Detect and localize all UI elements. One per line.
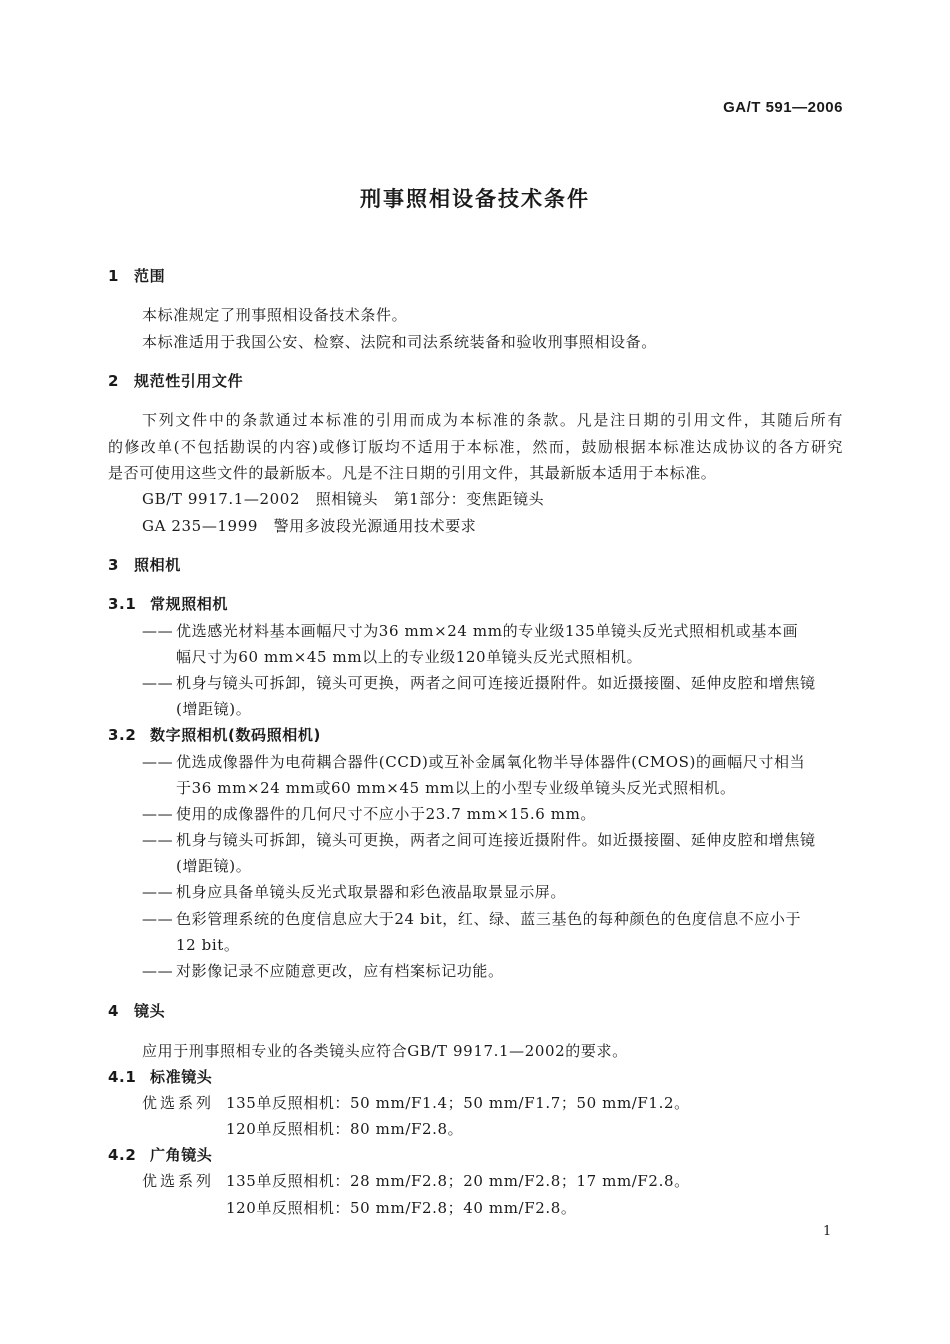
paragraph-line: 下列文件中的条款通过本标准的引用而成为本标准的条款。凡是注日期的引用文件，其随后所有	[142, 411, 843, 429]
list-item: —— 优选成像器件为电荷耦合器件(CCD)或互补金属氧化物半导体器件(CMOS)的画幅尺寸相当	[142, 753, 806, 771]
dash-bullet: ——	[142, 674, 174, 692]
section-title: 范围	[134, 267, 166, 285]
section-title: 照相机	[134, 556, 181, 574]
subsection-4-1-heading	[108, 1067, 212, 1087]
dash-bullet: ——	[142, 883, 174, 901]
list-item-continuation: 12 bit。	[176, 936, 240, 954]
section-4-heading	[108, 1001, 165, 1021]
subsection-3-2-heading	[108, 725, 321, 745]
dash-bullet: ——	[142, 805, 174, 823]
list-item-continuation: (增距镜)。	[176, 700, 252, 718]
list-item: —— 使用的成像器件的几何尺寸不应小于23.7 mm×15.6 mm。	[142, 805, 596, 823]
lens-series-row: 优选系列 135单反照相机：50 mm/F1.4；50 mm/F1.7；50 mm/F1.2。	[142, 1094, 690, 1112]
list-item-continuation: 幅尺寸为60 mm×45 mm以上的专业级120单镜头反光式照相机。	[176, 648, 643, 666]
list-item: —— 优选感光材料基本画幅尺寸为36 mm×24 mm的专业级135单镜头反光式照相机或基本画	[142, 622, 799, 640]
dash-bullet: ——	[142, 831, 174, 849]
subsection-number: 3.2	[108, 726, 137, 744]
list-item: —— 机身与镜头可拆卸，镜头可更换，两者之间可连接近摄附件。如近摄接圈、延伸皮腔和增焦镜	[142, 831, 816, 849]
subsection-number: 4.1	[108, 1068, 137, 1086]
subsection-number: 3.1	[108, 595, 137, 613]
series-label: 优选系列	[142, 1172, 215, 1190]
section-1-heading	[108, 266, 165, 286]
subsection-3-1-heading	[108, 594, 228, 614]
section-number: 1	[108, 267, 120, 285]
lens-series-row: 120单反照相机：50 mm/F2.8；40 mm/F2.8。	[226, 1199, 577, 1217]
section-number: 2	[108, 372, 120, 390]
paragraph: 本标准规定了刑事照相设备技术条件。	[142, 306, 408, 324]
section-number: 3	[108, 556, 120, 574]
lens-series-row: 优选系列 135单反照相机：28 mm/F2.8；20 mm/F2.8；17 mm/F2.8。	[142, 1172, 690, 1190]
paragraph-line: 的修改单(不包括勘误的内容)或修订版均不适用于本标准，然而，鼓励根据本标准达成协议的各方研究	[108, 438, 843, 456]
paragraph: 本标准适用于我国公安、检察、法院和司法系统装备和验收刑事照相设备。	[142, 333, 657, 351]
subsection-4-2-heading	[108, 1145, 212, 1165]
section-2-heading	[108, 371, 243, 391]
subsection-title: 常规照相机	[150, 595, 229, 613]
reference-item: GA 235—1999 警用多波段光源通用技术要求	[142, 517, 477, 535]
dash-bullet: ——	[142, 910, 174, 928]
list-item: —— 色彩管理系统的色度信息应大于24 bit，红、绿、蓝三基色的每种颜色的色度信息不应小于	[142, 910, 802, 928]
list-item: —— 对影像记录不应随意更改，应有档案标记功能。	[142, 962, 504, 980]
dash-bullet: ——	[142, 962, 174, 980]
list-item-continuation: 于36 mm×24 mm或60 mm×45 mm以上的小型专业级单镜头反光式照相机。	[176, 779, 736, 797]
series-label: 优选系列	[142, 1094, 215, 1112]
lens-series-row: 120单反照相机：80 mm/F2.8。	[226, 1120, 464, 1138]
paragraph: 应用于刑事照相专业的各类镜头应符合GB/T 9917.1—2002的要求。	[142, 1042, 628, 1060]
subsection-title: 广角镜头	[150, 1146, 213, 1164]
standard-code: GA/T 591—2006	[723, 99, 843, 116]
document-title: 刑事照相设备技术条件	[360, 187, 590, 211]
list-item: —— 机身与镜头可拆卸，镜头可更换，两者之间可连接近摄附件。如近摄接圈、延伸皮腔和增焦镜	[142, 674, 816, 692]
subsection-title: 标准镜头	[150, 1068, 213, 1086]
paragraph-line: 是否可使用这些文件的最新版本。凡是不注日期的引用文件，其最新版本适用于本标准。	[108, 464, 717, 482]
section-number: 4	[108, 1002, 120, 1020]
section-title: 规范性引用文件	[134, 372, 244, 390]
dash-bullet: ——	[142, 622, 174, 640]
page-number: 1	[823, 1224, 832, 1239]
section-3-heading	[108, 555, 181, 575]
subsection-title: 数字照相机(数码照相机)	[150, 726, 321, 744]
subsection-number: 4.2	[108, 1146, 137, 1164]
section-title: 镜头	[134, 1002, 166, 1020]
dash-bullet: ——	[142, 753, 174, 771]
list-item-continuation: (增距镜)。	[176, 857, 252, 875]
list-item: —— 机身应具备单镜头反光式取景器和彩色液晶取景显示屏。	[142, 883, 567, 901]
reference-item: GB/T 9917.1—2002 照相镜头 第1部分：变焦距镜头	[142, 490, 545, 508]
